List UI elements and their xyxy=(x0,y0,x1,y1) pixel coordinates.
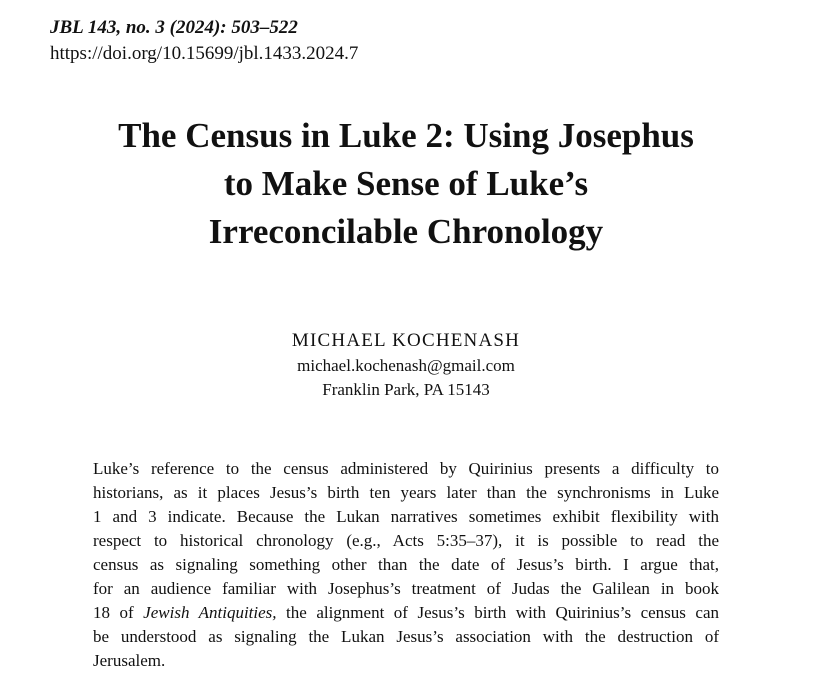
abstract-line-4: respect to historical chronology (e.g., Acts 5:35–37), it is possible to read the xyxy=(93,531,719,550)
abstract-line-7-rest: the alignment of Jesus’s birth with Quirinius’s census can xyxy=(286,603,719,622)
abstract-line-7 xyxy=(93,601,719,625)
book-title-italic: Jewish Antiquities, xyxy=(143,603,277,622)
abstract-line-5: census as signaling something other than the date of Jesus’s birth. I argue that, xyxy=(93,555,719,574)
article-title xyxy=(0,112,812,256)
abstract-line-1: Luke’s reference to the census administered by Quirinius presents a difficulty to xyxy=(93,459,719,478)
doi-link[interactable]: https://doi.org/10.15699/jbl.1433.2024.7 xyxy=(50,43,359,64)
abstract-line-7-prefix: 18 of xyxy=(93,603,144,622)
author-email[interactable]: michael.kochenash@gmail.com xyxy=(297,356,515,375)
title-line-1: The Census in Luke 2: Using Josephus xyxy=(118,116,694,155)
abstract-line-3: 1 and 3 indicate. Because the Lukan narratives sometimes exhibit flexibility with xyxy=(93,507,719,526)
abstract-line-2: historians, as it places Jesus’s birth ten years later than the synchronisms in Luke xyxy=(93,483,719,502)
author-name: MICHAEL KOCHENASH xyxy=(291,330,521,351)
author-info xyxy=(0,328,812,402)
abstract-line-6: for an audience familiar with Josephus’s treatment of Judas the Galilean in book xyxy=(93,579,719,598)
title-line-3: Irreconcilable Chronology xyxy=(208,212,604,251)
title-line-2: to Make Sense of Luke’s xyxy=(223,164,589,203)
abstract-line-9: Jerusalem. xyxy=(93,651,166,670)
journal-citation: JBL 143, no. 3 (2024): 503–522 xyxy=(50,17,298,38)
abstract-line-8: be understood as signaling the Lukan Jesus’s association with the destruction of xyxy=(93,627,719,646)
author-location: Franklin Park, PA 15143 xyxy=(322,380,490,399)
abstract xyxy=(93,457,719,673)
